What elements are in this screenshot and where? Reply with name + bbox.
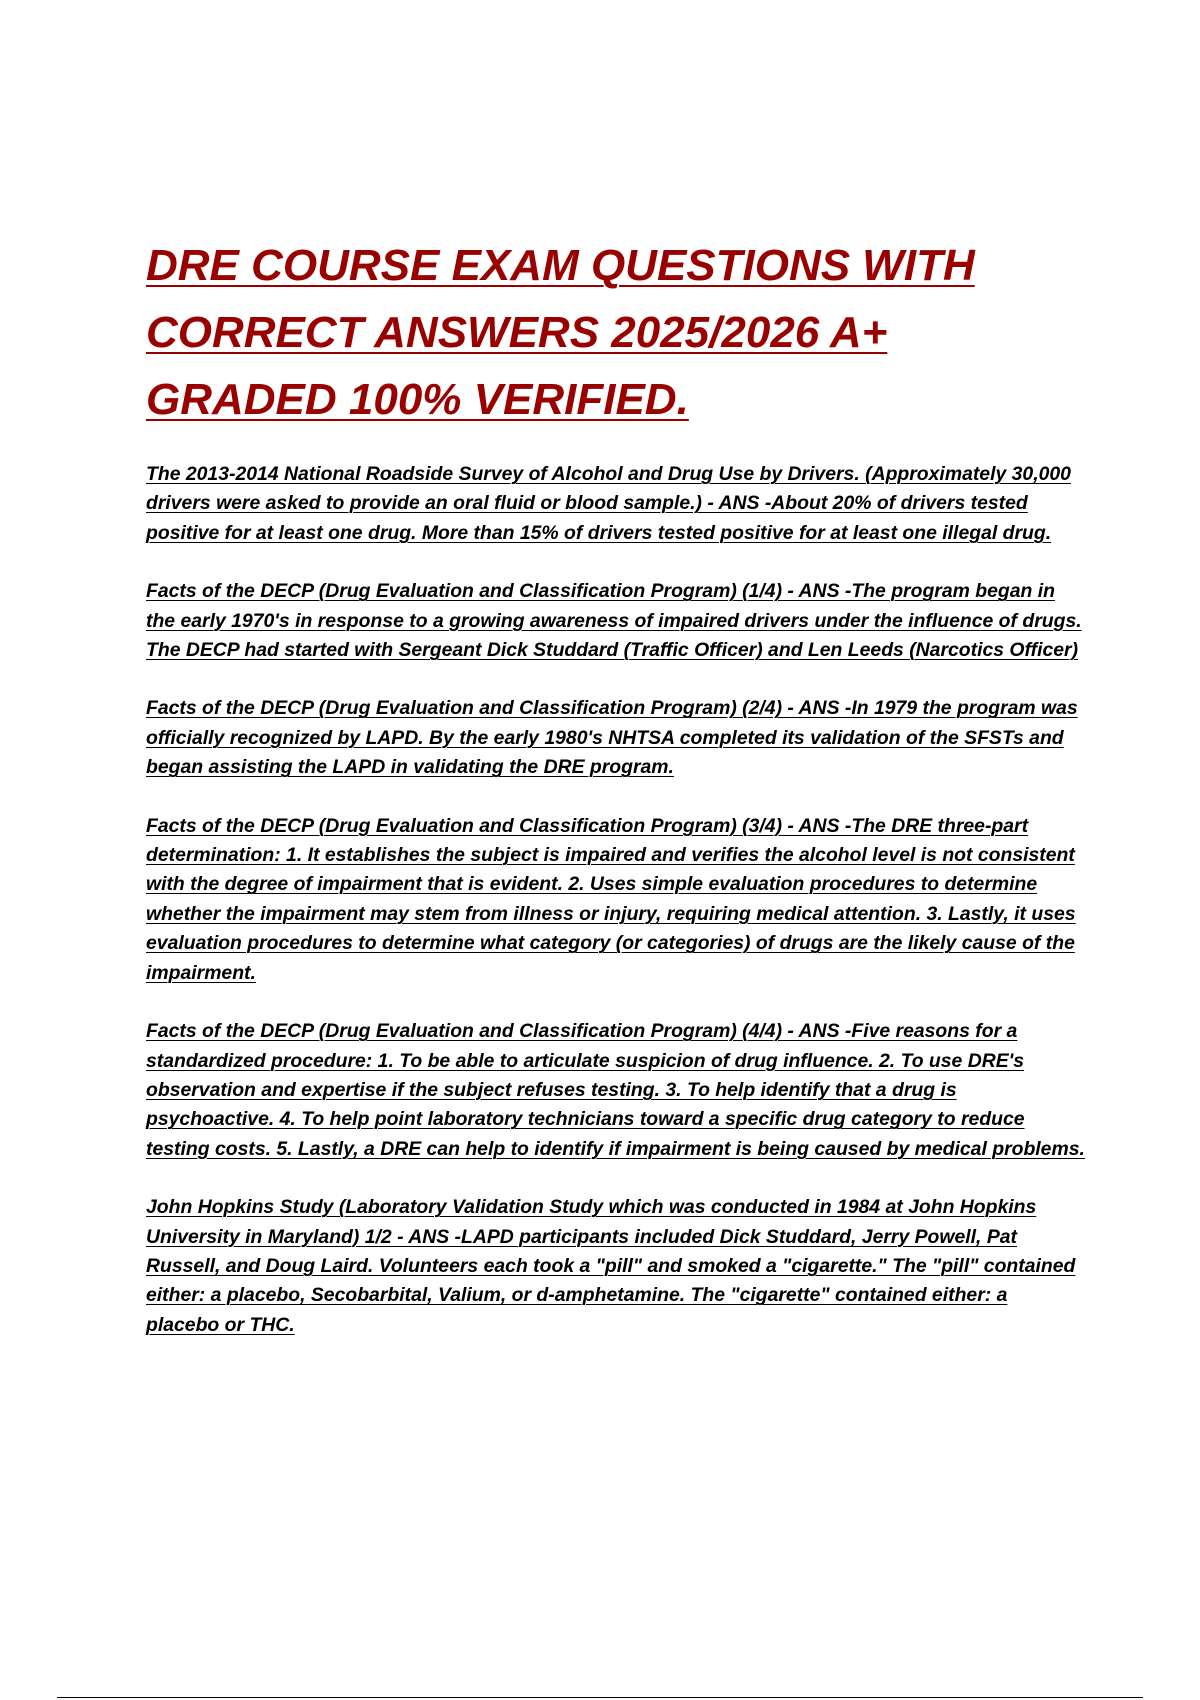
qa-list [146,460,1086,1369]
footer-divider [57,1697,1143,1698]
qa-entry-6: John Hopkins Study (Laboratory Validation Study which was conducted in 1984 at John Hopkins University in Maryland) 1/2 - ANS -LAPD participants included Dick Studdard, Jerry Powell, Pat Russell, and Doug Laird. Volunteers each took a "pill" and smoked a "cigarette." The "pill" contained either: a placebo, Secobarbital, Valium, or d-amphetamine. The "cigarette" contained either: a placebo or THC. [146,1196,1076,1336]
qa-entry-2: Facts of the DECP (Drug Evaluation and Classification Program) (1/4) - ANS -The program began in the early 1970's in response to a growing awareness of impaired drivers under the influence of drugs. The DECP had started with Sergeant Dick Studdard (Traffic Officer) and Len Leeds (Narcotics Officer) [146,580,1082,662]
qa-entry-1: The 2013-2014 National Roadside Survey of Alcohol and Drug Use by Drivers. (Approximately 30,000 drivers were asked to provide an oral fluid or blood sample.) - ANS -About 20% of drivers tested positive for at least one drug. More than 15% of drivers tested positive for at least one illegal drug. [146,463,1071,544]
qa-entry-5: Facts of the DECP (Drug Evaluation and Classification Program) (4/4) - ANS -Five reasons for a standardized procedure: 1. To be able to articulate suspicion of drug influence. 2. To use DRE's observation and expertise if the subject refuses testing. 3. To help identify that a drug is psychoactive. 4. To help point laboratory technicians toward a specific drug category to reduce testing costs. 5. Lastly, a DRE can help to identify if impairment is being caused by medical problems. [146,1020,1085,1160]
document-title: DRE COURSE EXAM QUESTIONS WITH CORRECT ANSWERS 2025/2026 A+ GRADED 100% VERIFIED. [146,241,975,424]
qa-entry-3: Facts of the DECP (Drug Evaluation and Classification Program) (2/4) - ANS -In 1979 the program was officially recognized by LAPD. By the early 1980's NHTSA completed its validation of the SFSTs and began assisting the LAPD in validating the DRE program. [146,697,1078,779]
qa-entry-4: Facts of the DECP (Drug Evaluation and Classification Program) (3/4) - ANS -The DRE three-part determination: 1. It establishes the subject is impaired and verifies the alcohol level is not consistent with the degree of impairment that is evident. 2. Uses simple evaluation procedures to determine whether the impairment may stem from illness or injury, requiring medical attention. 3. Lastly, it uses evaluation procedures to determine what category (or categories) of drugs are the likely cause of the impairment. [146,814,1076,984]
